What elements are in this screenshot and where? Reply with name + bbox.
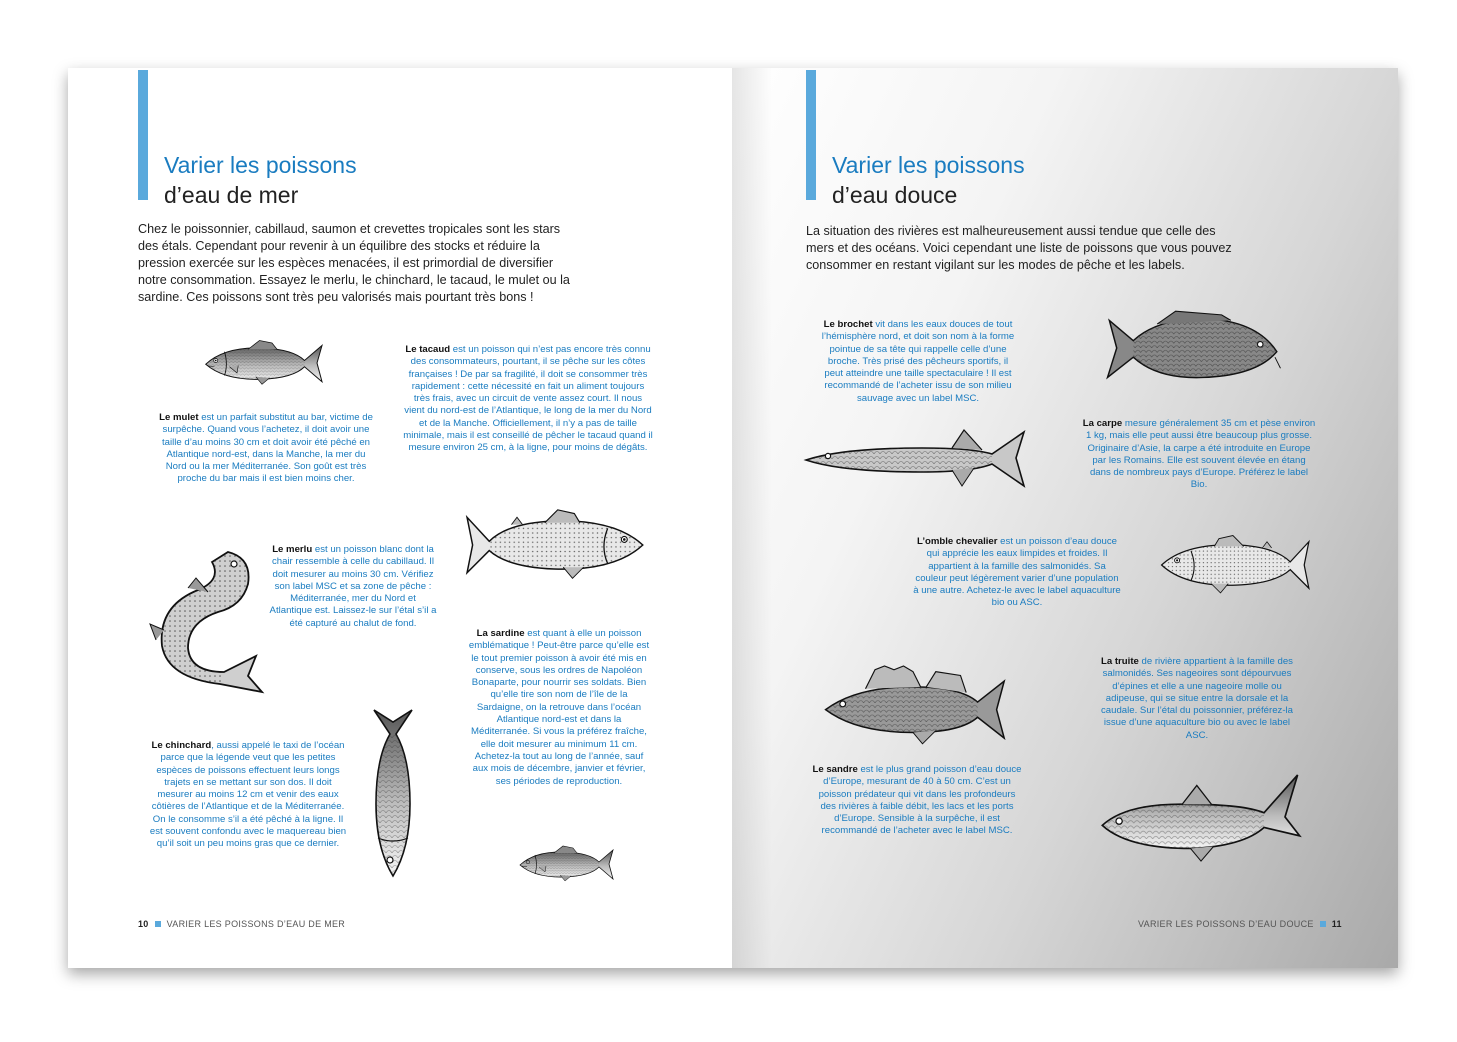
chinchard-text: , aussi appelé le taxi de l’océan parce que la légende veut que les petites espèces de poissons effectuent leurs longs trajets en se mettant sur son dos. Il doit mesurer au moins 12 cm et venir des eaux côtières de l’Atlantique et de la Méditerranée. On le consomme s’il a été pêché à la ligne. Il est souvent confondu avec le maquereau bien qu’il soit un peu moins gras que ce dernier. bbox=[149, 740, 347, 850]
brochet-name: Le brochet bbox=[823, 319, 873, 330]
tacaud-name: Le tacaud bbox=[405, 344, 451, 355]
footer-square-icon bbox=[1320, 921, 1326, 927]
chinchard-illustration bbox=[368, 708, 418, 878]
left-footer bbox=[138, 919, 345, 929]
page-number: 11 bbox=[1331, 919, 1342, 929]
carpe-illustration bbox=[1102, 308, 1286, 388]
mulet-illustration bbox=[174, 338, 350, 388]
sandre-illustration bbox=[818, 660, 1008, 746]
brochet-description bbox=[818, 319, 1018, 405]
mulet-description bbox=[156, 412, 376, 486]
sandre-name: Le sandre bbox=[812, 764, 858, 775]
left-page bbox=[68, 68, 732, 968]
merlu-description bbox=[268, 544, 438, 630]
mulet-text: est un parfait substitut au bar, victime de surpêche. Quand vous l’achetez, il doit avoir une taille d’au moins 30 cm et doit avoir été pêché en Atlantique nord-est, dans la Manche, la mer du Nord ou la mer Méditerranée. Son goût est très proche du bar mais il est bien moins cher. bbox=[162, 412, 373, 485]
chinchard-name: Le chinchard bbox=[151, 740, 212, 751]
omble-text: est un poisson d’eau douce qui apprécie les eaux limpides et froides. Il appartient à la famille des salmonidés. Sa couleur peut légèrement varier d’une population à une autre. Achetez-le avec le label aquaculture bio ou ASC. bbox=[913, 536, 1121, 609]
sandre-description bbox=[812, 764, 1022, 838]
truite-description bbox=[1092, 656, 1302, 742]
sardine-description bbox=[466, 628, 652, 788]
title-line-2: d’eau de mer bbox=[164, 182, 299, 208]
sandre-text: est le plus grand poisson d’eau douce d’Europe, mesurant de 40 à 50 cm. C’est un poisson prédateur qui vit dans les profondeurs des rivières à faible débit, les lacs et les ports d’Europe. Sensible à la surpêche, il est recommandé de l’acheter avec le label MSC. bbox=[818, 764, 1022, 837]
title-line-2: d’eau douce bbox=[832, 182, 958, 208]
title-accent-bar bbox=[806, 70, 816, 200]
tacaud-illustration bbox=[456, 508, 652, 582]
truite-illustration bbox=[1096, 770, 1306, 866]
brochet-illustration bbox=[802, 424, 1032, 494]
sardine-name: La sardine bbox=[476, 628, 525, 639]
title-line-1: Varier les poissons bbox=[164, 152, 357, 178]
merlu-name: Le merlu bbox=[272, 544, 313, 555]
carpe-description bbox=[1082, 418, 1316, 492]
chinchard-description bbox=[148, 740, 348, 851]
right-footer bbox=[1138, 919, 1342, 929]
omble-name: L’omble chevalier bbox=[916, 536, 998, 547]
sardine-text: est quant à elle un poisson emblématique ! Peut-être parce qu’elle est le tout premier poisson à avoir été mis en conserve, sous les ordres de Napoléon Bonaparte, pour nourrir ses soldats. Bien qu’elle tire son nom de l’île de la Sardaigne, on la retrouve dans l’océan Atlantique nord-est et dans la Méditerranée. Si vous la préférez fraîche, elle doit mesurer au minimum 11 cm. Achetez-la tout au long de l’année, sauf aux mois de décembre, janvier et février, ses périodes de reproduction. bbox=[468, 628, 650, 787]
omble-description bbox=[912, 536, 1122, 610]
sardine-illustration bbox=[494, 844, 636, 884]
intro-paragraph: Chez le poissonnier, cabillaud, saumon et crevettes tropicales sont les stars des étals. Cependant pour revenir à un équilibre des stocks et réduire la pression exercée sur les espèces menacées, il est primordial de diversifier notre consommation. Essayez le merlu, le chinchard, le tacaud, le mulet ou la sardine. Ces poissons sont très peu valorisés mais pourtant très bons ! bbox=[138, 222, 570, 304]
footer-running-title: VARIER LES POISSONS D’EAU DOUCE bbox=[1138, 919, 1314, 929]
page-title bbox=[164, 150, 357, 210]
truite-text: de rivière appartient à la famille des salmonidés. Ses nageoires sont dépourvues d’épines et elle a une nageoire molle ou adipeuse, qui se situe entre la dorsale et la caudale. Sur l’étal du poissonnier, préférez-la issue d’une aquaculture bio ou avec le label ASC. bbox=[1101, 656, 1293, 741]
merlu-illustration bbox=[148, 544, 268, 694]
intro-paragraph: La situation des rivières est malheureusement aussi tendue que celle des mers et des océans. Voici cependant une liste de poissons que vous pouvez consommer en restant vigilant sur les modes de pêche et les labels. bbox=[806, 224, 1232, 272]
magazine-spread bbox=[68, 68, 1398, 968]
omble-illustration bbox=[1148, 534, 1324, 596]
merlu-text: est un poisson blanc dont la chair ressemble à celle du cabillaud. Il doit mesurer au moins 30 cm. Vérifiez son label MSC et sa zone de pêche : Méditerranée, mer du Nord et Atlantique est. Laissez-le sur l’étal s’il a été capturé au chalut de fond. bbox=[269, 544, 437, 629]
truite-name: La truite bbox=[1101, 656, 1139, 667]
carpe-name: La carpe bbox=[1082, 418, 1123, 429]
footer-square-icon bbox=[155, 921, 161, 927]
page-title bbox=[832, 150, 1025, 210]
title-accent-bar bbox=[138, 70, 148, 200]
footer-running-title: VARIER LES POISSONS D’EAU DE MER bbox=[166, 919, 346, 929]
title-line-1: Varier les poissons bbox=[832, 152, 1025, 178]
tacaud-description bbox=[403, 344, 653, 455]
tacaud-text: est un poisson qui n’est pas encore très connu des consommateurs, pourtant, il se pêche sur les côtes françaises ! De par sa fragilité, il doit se consommer très rapidement : cette nécessité en fait un aliment toujours très frais, avec un circuit de vente assez court. Il nous vient du nord-est de l’Atlantique, le long de la mer du Nord et de la Manche. Officiellement, il n’y a pas de taille minimale, mais il est conseillé de pêcher le tacaud quand il mesure environ 25 cm, à la ligne, pour moins de dégâts. bbox=[403, 344, 653, 454]
carpe-text: mesure généralement 35 cm et pèse environ 1 kg, mais elle peut aussi être beaucoup plus grosse. Originaire d’Asie, la carpe a été introduite en Europe par les Romains. Elle est souvent élevée en étang dans de nombreux pays d’Europe. Préférez le label Bio. bbox=[1085, 418, 1316, 491]
brochet-text: vit dans les eaux douces de tout l’hémisphère nord, et doit son nom à la forme pointue de sa tête qui rappelle celle d’une broche. Très prisé des pêcheurs sportifs, il peut atteindre une taille spectaculaire ! Il est recommandé de l’acheter issu de son milieu sauvage avec un label MSC. bbox=[821, 319, 1015, 404]
page-number: 10 bbox=[138, 919, 149, 929]
right-page bbox=[732, 68, 1398, 968]
mulet-name: Le mulet bbox=[159, 412, 199, 423]
